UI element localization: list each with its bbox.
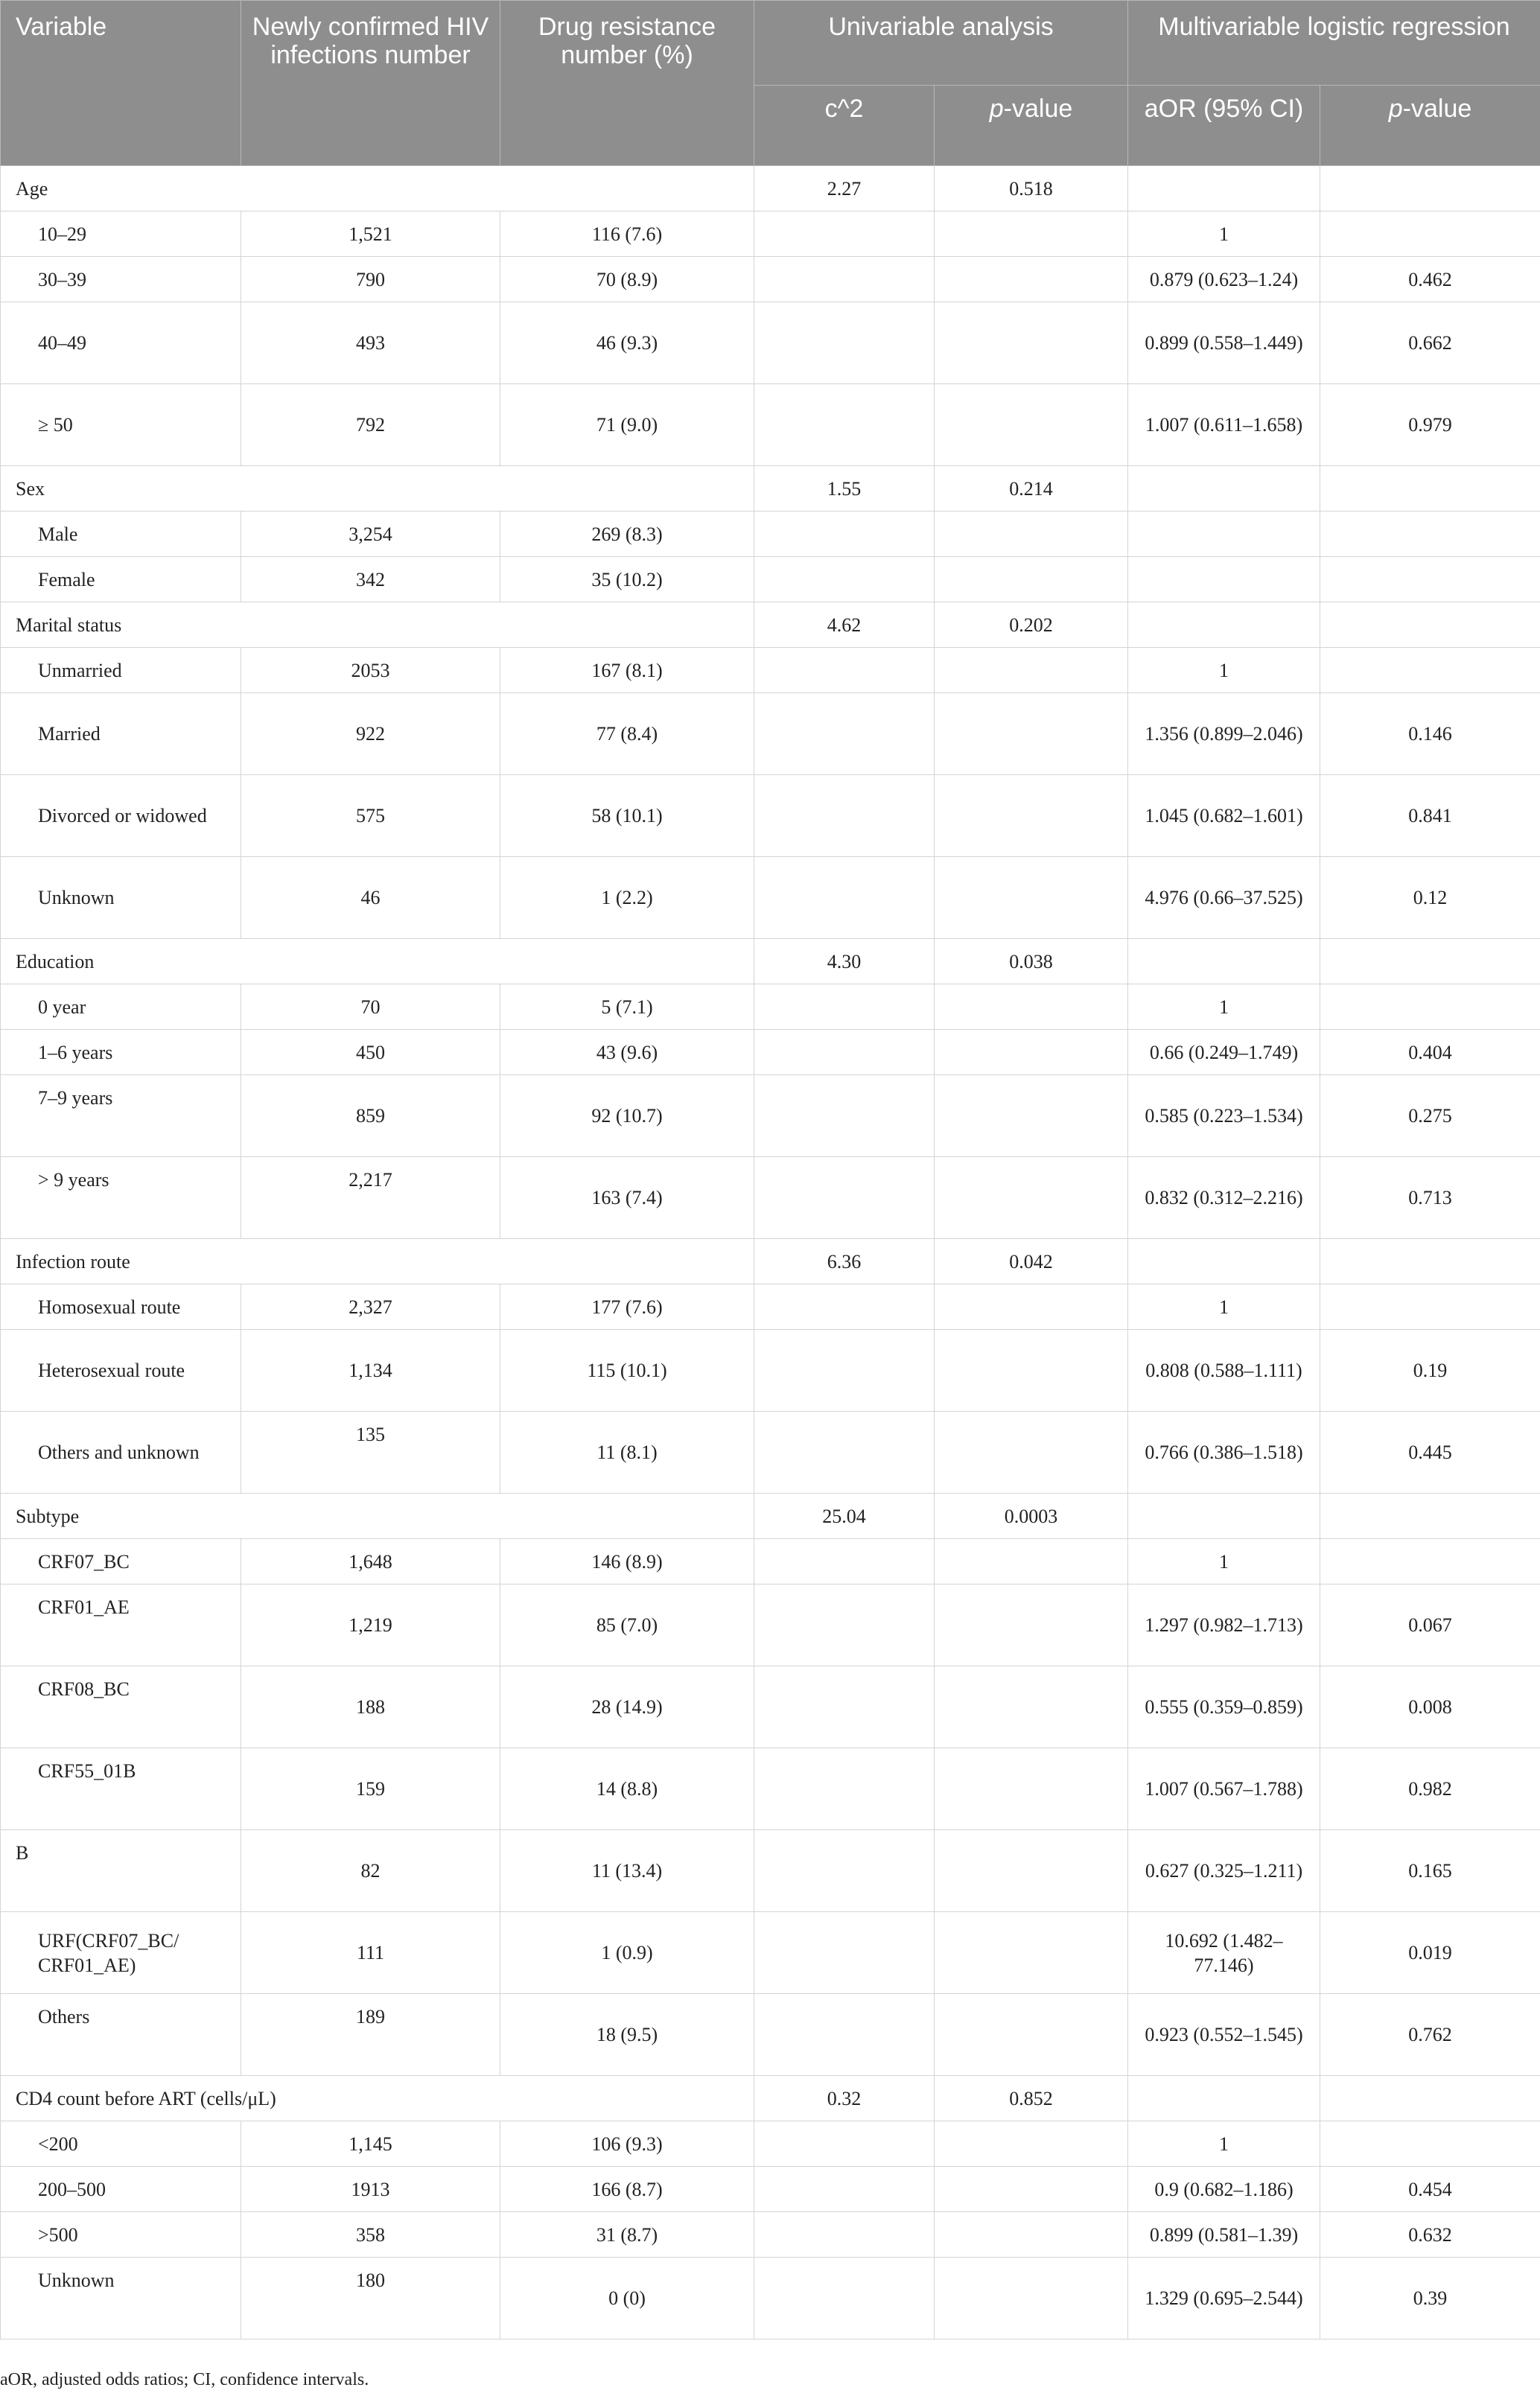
drug-resistance-count: 1 (0.9) — [500, 1912, 754, 1994]
p-value — [935, 302, 1128, 384]
newly-confirmed-count: 493 — [241, 302, 500, 384]
p-value — [935, 2212, 1128, 2258]
table-row — [1, 1030, 1540, 1075]
table-row — [1, 1539, 1540, 1584]
aor-value: 0.9 (0.682–1.186) — [1128, 2167, 1320, 2212]
aor-value: 1 — [1128, 1284, 1320, 1330]
p-value — [935, 857, 1128, 939]
newly-confirmed-count: 1,134 — [241, 1330, 500, 1412]
chi-square-value — [754, 775, 935, 857]
p-value-multivariable: 0.12 — [1320, 857, 1540, 939]
p-value: 0.0003 — [935, 1494, 1128, 1539]
p-value-multivariable: 0.146 — [1320, 693, 1540, 775]
p-value — [935, 648, 1128, 693]
p-value — [935, 557, 1128, 602]
newly-confirmed-count: 70 — [241, 984, 500, 1030]
row-label: <200 — [1, 2121, 241, 2167]
group-label: Infection route — [1, 1239, 754, 1284]
chi-square-value: 4.62 — [754, 602, 935, 648]
p-value — [935, 1584, 1128, 1666]
newly-confirmed-count: 2,217 — [241, 1157, 500, 1239]
table-row — [1, 693, 1540, 775]
row-label: 30–39 — [1, 257, 241, 302]
drug-resistance-count: 85 (7.0) — [500, 1584, 754, 1666]
row-label: 0 year — [1, 984, 241, 1030]
table-row — [1, 2212, 1540, 2258]
group-row-education — [1, 939, 1540, 984]
chi-square-value — [754, 1330, 935, 1412]
table-row — [1, 1584, 1540, 1666]
newly-confirmed-count: 1913 — [241, 2167, 500, 2212]
p-value-multivariable — [1320, 557, 1540, 602]
row-label: >500 — [1, 2212, 241, 2258]
footnote: aOR, adjusted odds ratios; CI, confidence intervals. — [0, 2370, 369, 2389]
row-label: B — [1, 1830, 241, 1912]
chi-square-value — [754, 1584, 935, 1666]
aor-value: 1.045 (0.682–1.601) — [1128, 775, 1320, 857]
aor-value: 0.627 (0.325–1.211) — [1128, 1830, 1320, 1912]
p-value-multivariable — [1320, 2121, 1540, 2167]
row-label: > 9 years — [1, 1157, 241, 1239]
p-value-multivariable: 0.019 — [1320, 1912, 1540, 1994]
newly-confirmed-count: 135 — [241, 1412, 500, 1494]
group-label: Sex — [1, 466, 754, 512]
newly-confirmed-count: 358 — [241, 2212, 500, 2258]
group-label: Marital status — [1, 602, 754, 648]
p-value-multivariable: 0.462 — [1320, 257, 1540, 302]
row-label: Female — [1, 557, 241, 602]
row-label: 1–6 years — [1, 1030, 241, 1075]
drug-resistance-count: 1 (2.2) — [500, 857, 754, 939]
p-value-multivariable: 0.713 — [1320, 1157, 1540, 1239]
aor-value: 1 — [1128, 984, 1320, 1030]
p-value — [935, 1539, 1128, 1584]
table-row — [1, 257, 1540, 302]
row-label: Heterosexual route — [1, 1330, 241, 1412]
aor-value: 4.976 (0.66–37.525) — [1128, 857, 1320, 939]
aor-value: 0.832 (0.312–2.216) — [1128, 1157, 1320, 1239]
table-row — [1, 1157, 1540, 1239]
chi-square-value — [754, 2258, 935, 2339]
row-label: 7–9 years — [1, 1075, 241, 1157]
group-row-subtype — [1, 1494, 1540, 1539]
table-row — [1, 302, 1540, 384]
p-value-multivariable — [1320, 1494, 1540, 1539]
aor-value — [1128, 939, 1320, 984]
drug-resistance-count: 167 (8.1) — [500, 648, 754, 693]
chi-square-value — [754, 693, 935, 775]
drug-resistance-count: 146 (8.9) — [500, 1539, 754, 1584]
aor-value: 1 — [1128, 1539, 1320, 1584]
chi-square-value — [754, 1830, 935, 1912]
chi-square-value — [754, 2212, 935, 2258]
chi-square-value — [754, 1994, 935, 2076]
row-label: Divorced or widowed — [1, 775, 241, 857]
table-row — [1, 384, 1540, 466]
header-univariable: Univariable analysis — [754, 1, 1128, 86]
row-label: URF(CRF07_BC/ CRF01_AE) — [1, 1912, 241, 1994]
p-value-multivariable: 0.454 — [1320, 2167, 1540, 2212]
p-value — [935, 1748, 1128, 1830]
aor-value: 0.585 (0.223–1.534) — [1128, 1075, 1320, 1157]
p-value — [935, 1912, 1128, 1994]
newly-confirmed-count: 1,648 — [241, 1539, 500, 1584]
row-label: Married — [1, 693, 241, 775]
p-value-multivariable: 0.632 — [1320, 2212, 1540, 2258]
p-value — [935, 1330, 1128, 1412]
table-row — [1, 1830, 1540, 1912]
table-body — [1, 166, 1540, 2339]
aor-value: 1 — [1128, 648, 1320, 693]
p-value-multivariable: 0.979 — [1320, 384, 1540, 466]
p-value-multivariable — [1320, 648, 1540, 693]
row-label: CRF08_BC — [1, 1666, 241, 1748]
table-row — [1, 1330, 1540, 1412]
row-label: Unmarried — [1, 648, 241, 693]
row-label: CRF55_01B — [1, 1748, 241, 1830]
chi-square-value — [754, 1912, 935, 1994]
group-label: Age — [1, 166, 754, 211]
p-value-multivariable: 0.404 — [1320, 1030, 1540, 1075]
newly-confirmed-count: 342 — [241, 557, 500, 602]
aor-value: 1.329 (0.695–2.544) — [1128, 2258, 1320, 2339]
aor-value — [1128, 2076, 1320, 2121]
chi-square-value: 25.04 — [754, 1494, 935, 1539]
p-value — [935, 211, 1128, 257]
table-row — [1, 775, 1540, 857]
chi-square-value: 0.32 — [754, 2076, 935, 2121]
p-value-multivariable: 0.841 — [1320, 775, 1540, 857]
group-row-marital-status — [1, 602, 1540, 648]
chi-square-value — [754, 1075, 935, 1157]
drug-resistance-count: 92 (10.7) — [500, 1075, 754, 1157]
chi-square-value — [754, 211, 935, 257]
p-value — [935, 2258, 1128, 2339]
row-label: ≥ 50 — [1, 384, 241, 466]
chi-square-value — [754, 2121, 935, 2167]
table-row — [1, 1912, 1540, 1994]
drug-resistance-count: 14 (8.8) — [500, 1748, 754, 1830]
table-row — [1, 2167, 1540, 2212]
p-value-multivariable: 0.275 — [1320, 1075, 1540, 1157]
aor-value — [1128, 1494, 1320, 1539]
chi-square-value — [754, 384, 935, 466]
chi-square-value — [754, 1412, 935, 1494]
header-aor: aOR (95% CI) — [1128, 86, 1320, 166]
drug-resistance-count: 43 (9.6) — [500, 1030, 754, 1075]
chi-square-value — [754, 1539, 935, 1584]
aor-value: 0.879 (0.623–1.24) — [1128, 257, 1320, 302]
p-value-multivariable — [1320, 984, 1540, 1030]
newly-confirmed-count: 450 — [241, 1030, 500, 1075]
p-value — [935, 2167, 1128, 2212]
p-value-multivariable — [1320, 1284, 1540, 1330]
drug-resistance-count: 11 (8.1) — [500, 1412, 754, 1494]
newly-confirmed-count: 790 — [241, 257, 500, 302]
newly-confirmed-count: 111 — [241, 1912, 500, 1994]
table-row — [1, 1412, 1540, 1494]
drug-resistance-count: 177 (7.6) — [500, 1284, 754, 1330]
group-label: CD4 count before ART (cells/μL) — [1, 2076, 754, 2121]
drug-resistance-count: 106 (9.3) — [500, 2121, 754, 2167]
chi-square-value — [754, 302, 935, 384]
drug-resistance-count: 269 (8.3) — [500, 512, 754, 557]
newly-confirmed-count: 189 — [241, 1994, 500, 2076]
drug-resistance-count: 166 (8.7) — [500, 2167, 754, 2212]
p-value-multivariable — [1320, 1239, 1540, 1284]
group-row-cd4-count — [1, 2076, 1540, 2121]
p-value-multivariable — [1320, 512, 1540, 557]
p-value — [935, 1666, 1128, 1748]
group-label: Education — [1, 939, 754, 984]
chi-square-value — [754, 1748, 935, 1830]
p-value — [935, 1157, 1128, 1239]
aor-value — [1128, 557, 1320, 602]
p-value: 0.042 — [935, 1239, 1128, 1284]
p-value — [935, 512, 1128, 557]
header-p-value-multivariable: p-value — [1320, 86, 1540, 166]
table-row — [1, 2121, 1540, 2167]
chi-square-value: 1.55 — [754, 466, 935, 512]
drug-resistance-count: 31 (8.7) — [500, 2212, 754, 2258]
p-value-multivariable: 0.762 — [1320, 1994, 1540, 2076]
aor-value: 1 — [1128, 2121, 1320, 2167]
chi-square-value — [754, 857, 935, 939]
row-label: Others and unknown — [1, 1412, 241, 1494]
p-value — [935, 1412, 1128, 1494]
row-label: Homosexual route — [1, 1284, 241, 1330]
p-value-multivariable: 0.662 — [1320, 302, 1540, 384]
chi-square-value — [754, 1157, 935, 1239]
newly-confirmed-count: 575 — [241, 775, 500, 857]
table-row — [1, 1075, 1540, 1157]
aor-value — [1128, 512, 1320, 557]
chi-square-value — [754, 1666, 935, 1748]
row-label: CRF01_AE — [1, 1584, 241, 1666]
drug-resistance-count: 115 (10.1) — [500, 1330, 754, 1412]
p-value-multivariable — [1320, 466, 1540, 512]
table-row — [1, 1284, 1540, 1330]
aor-value — [1128, 1239, 1320, 1284]
chi-square-value: 6.36 — [754, 1239, 935, 1284]
newly-confirmed-count: 2,327 — [241, 1284, 500, 1330]
aor-value: 1.356 (0.899–2.046) — [1128, 693, 1320, 775]
p-value-multivariable — [1320, 1539, 1540, 1584]
drug-resistance-count: 116 (7.6) — [500, 211, 754, 257]
p-value-multivariable: 0.39 — [1320, 2258, 1540, 2339]
chi-square-value — [754, 984, 935, 1030]
chi-square-value — [754, 557, 935, 602]
drug-resistance-count: 18 (9.5) — [500, 1994, 754, 2076]
chi-square-value — [754, 512, 935, 557]
header-variable: Variable — [1, 1, 241, 166]
p-value-multivariable: 0.982 — [1320, 1748, 1540, 1830]
p-value: 0.214 — [935, 466, 1128, 512]
header-drug-resistance: Drug resistance number (%) — [500, 1, 754, 166]
newly-confirmed-count: 792 — [241, 384, 500, 466]
newly-confirmed-count: 859 — [241, 1075, 500, 1157]
aor-value: 1 — [1128, 211, 1320, 257]
newly-confirmed-count: 922 — [241, 693, 500, 775]
p-value: 0.202 — [935, 602, 1128, 648]
table-row — [1, 1994, 1540, 2076]
table-row — [1, 2258, 1540, 2339]
p-value-multivariable — [1320, 602, 1540, 648]
aor-value: 0.899 (0.581–1.39) — [1128, 2212, 1320, 2258]
aor-value: 10.692 (1.482–77.146) — [1128, 1912, 1320, 1994]
group-label: Subtype — [1, 1494, 754, 1539]
aor-value: 0.66 (0.249–1.749) — [1128, 1030, 1320, 1075]
table-row — [1, 984, 1540, 1030]
aor-value: 0.555 (0.359–0.859) — [1128, 1666, 1320, 1748]
aor-value: 1.007 (0.611–1.658) — [1128, 384, 1320, 466]
newly-confirmed-count: 1,521 — [241, 211, 500, 257]
p-value: 0.518 — [935, 166, 1128, 211]
table-row — [1, 557, 1540, 602]
row-label: 10–29 — [1, 211, 241, 257]
newly-confirmed-count: 82 — [241, 1830, 500, 1912]
drug-resistance-count: 163 (7.4) — [500, 1157, 754, 1239]
aor-value: 0.923 (0.552–1.545) — [1128, 1994, 1320, 2076]
aor-value — [1128, 466, 1320, 512]
p-value-multivariable: 0.165 — [1320, 1830, 1540, 1912]
chi-square-value — [754, 1284, 935, 1330]
drug-resistance-count: 58 (10.1) — [500, 775, 754, 857]
newly-confirmed-count: 1,219 — [241, 1584, 500, 1666]
aor-value: 0.899 (0.558–1.449) — [1128, 302, 1320, 384]
drug-resistance-count: 77 (8.4) — [500, 693, 754, 775]
drug-resistance-count: 71 (9.0) — [500, 384, 754, 466]
aor-value: 0.808 (0.588–1.111) — [1128, 1330, 1320, 1412]
newly-confirmed-count: 46 — [241, 857, 500, 939]
p-value — [935, 693, 1128, 775]
drug-resistance-count: 0 (0) — [500, 2258, 754, 2339]
group-row-infection-route — [1, 1239, 1540, 1284]
row-label: 40–49 — [1, 302, 241, 384]
newly-confirmed-count: 159 — [241, 1748, 500, 1830]
row-label: Others — [1, 1994, 241, 2076]
table-row — [1, 211, 1540, 257]
p-value-multivariable: 0.008 — [1320, 1666, 1540, 1748]
p-value: 0.852 — [935, 2076, 1128, 2121]
row-label: 200–500 — [1, 2167, 241, 2212]
drug-resistance-count: 70 (8.9) — [500, 257, 754, 302]
p-value — [935, 1030, 1128, 1075]
p-value — [935, 1830, 1128, 1912]
drug-resistance-count: 5 (7.1) — [500, 984, 754, 1030]
p-value — [935, 1284, 1128, 1330]
chi-square-value — [754, 257, 935, 302]
aor-value — [1128, 166, 1320, 211]
drug-resistance-count: 35 (10.2) — [500, 557, 754, 602]
p-value — [935, 1075, 1128, 1157]
row-label: Unknown — [1, 2258, 241, 2339]
p-value — [935, 1994, 1128, 2076]
p-value — [935, 984, 1128, 1030]
chi-square-value: 2.27 — [754, 166, 935, 211]
aor-value: 0.766 (0.386–1.518) — [1128, 1412, 1320, 1494]
table-row — [1, 857, 1540, 939]
table-row — [1, 512, 1540, 557]
table-row — [1, 1748, 1540, 1830]
p-value — [935, 384, 1128, 466]
p-value — [935, 257, 1128, 302]
p-value — [935, 2121, 1128, 2167]
chi-square-value: 4.30 — [754, 939, 935, 984]
group-row-sex — [1, 466, 1540, 512]
chi-square-value — [754, 2167, 935, 2212]
p-value-multivariable — [1320, 939, 1540, 984]
p-value-multivariable — [1320, 166, 1540, 211]
newly-confirmed-count: 3,254 — [241, 512, 500, 557]
p-value-multivariable: 0.445 — [1320, 1412, 1540, 1494]
p-value: 0.038 — [935, 939, 1128, 984]
drug-resistance-count: 11 (13.4) — [500, 1830, 754, 1912]
aor-value: 1.007 (0.567–1.788) — [1128, 1748, 1320, 1830]
p-value-multivariable — [1320, 2076, 1540, 2121]
header-chi-square: c^2 — [754, 86, 935, 166]
newly-confirmed-count: 2053 — [241, 648, 500, 693]
table-row — [1, 648, 1540, 693]
table-header — [1, 1, 1540, 166]
aor-value — [1128, 602, 1320, 648]
p-value — [935, 775, 1128, 857]
drug-resistance-count: 28 (14.9) — [500, 1666, 754, 1748]
aor-value: 1.297 (0.982–1.713) — [1128, 1584, 1320, 1666]
group-row-age — [1, 166, 1540, 211]
p-value-multivariable — [1320, 211, 1540, 257]
row-label: Unknown — [1, 857, 241, 939]
newly-confirmed-count: 180 — [241, 2258, 500, 2339]
header-newly-confirmed: Newly confirmed HIV infections number — [241, 1, 500, 166]
header-p-value-univariable: p-value — [935, 86, 1128, 166]
newly-confirmed-count: 188 — [241, 1666, 500, 1748]
row-label: CRF07_BC — [1, 1539, 241, 1584]
row-label: Male — [1, 512, 241, 557]
chi-square-value — [754, 648, 935, 693]
chi-square-value — [754, 1030, 935, 1075]
p-value-multivariable: 0.19 — [1320, 1330, 1540, 1412]
p-value-multivariable: 0.067 — [1320, 1584, 1540, 1666]
drug-resistance-count: 46 (9.3) — [500, 302, 754, 384]
table-row — [1, 1666, 1540, 1748]
newly-confirmed-count: 1,145 — [241, 2121, 500, 2167]
header-multivariable: Multivariable logistic regression — [1128, 1, 1540, 86]
